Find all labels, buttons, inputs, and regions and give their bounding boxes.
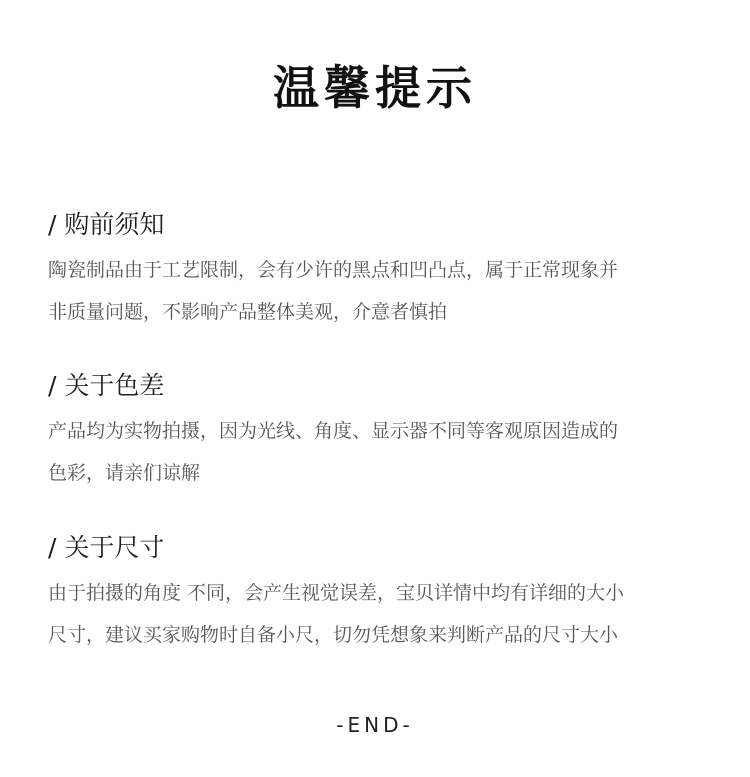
body-line: 由于拍摄的角度 不同，会产生视觉误差，宝贝详情中均有详细的大小	[48, 582, 625, 604]
section-body	[48, 249, 718, 333]
body-line: 非质量问题，不影响产品整体美观，介意者慎拍	[48, 301, 448, 323]
section-heading: / 关于尺寸	[48, 533, 165, 562]
section-heading: / 关于色差	[48, 371, 165, 400]
section-color-difference	[48, 368, 718, 494]
section-body	[48, 572, 718, 656]
section-heading: / 购前须知	[48, 210, 165, 239]
body-line: 陶瓷制品由于工艺限制，会有少许的黑点和凹凸点，属于正常现象并	[48, 259, 619, 281]
section-body	[48, 410, 718, 494]
body-line: 色彩，请亲们谅解	[48, 462, 201, 484]
body-line: 尺寸，建议买家购物时自备小尺，切勿凭想象来判断产品的尺寸大小	[48, 624, 619, 646]
section-purchase-notice	[48, 207, 718, 333]
page-title: 温馨提示	[273, 61, 477, 115]
body-line: 产品均为实物拍摄，因为光线、角度、显示器不同等客观原因造成的	[48, 420, 619, 442]
section-size	[48, 530, 718, 656]
end-marker: -END-	[336, 713, 414, 737]
